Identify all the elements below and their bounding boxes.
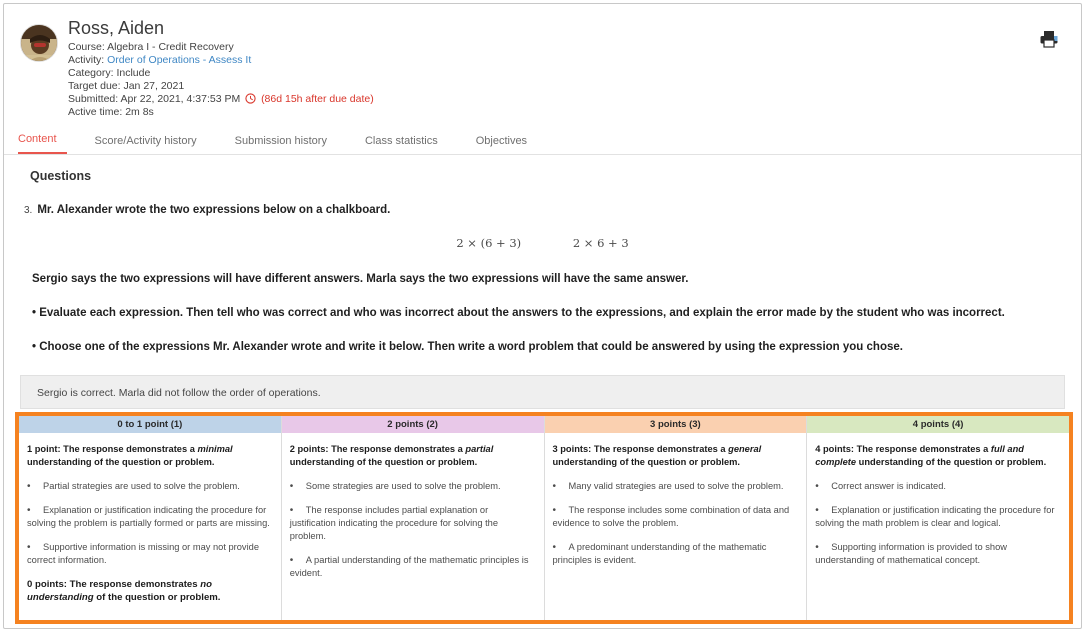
rubric-item-text: Some strategies are used to solve the problem.	[305, 481, 501, 491]
rubric-tail-1	[27, 578, 273, 604]
rubric-header-2: 2 points (2)	[282, 416, 544, 434]
category-line	[68, 67, 1081, 80]
rubric-lead-em-4: full and complete	[815, 444, 1024, 467]
submitted-label: Submitted:	[68, 93, 119, 105]
tab-objectives[interactable]: Objectives	[475, 135, 528, 147]
bullet-icon: •	[289, 555, 294, 566]
expressions	[20, 236, 1065, 250]
rubric-item	[553, 541, 799, 567]
bullet-icon: •	[552, 481, 557, 492]
print-icon[interactable]	[1039, 30, 1059, 48]
bullet-icon: •	[27, 542, 31, 553]
student-answer: Sergio is correct. Marla did not follow the order of operations.	[20, 375, 1065, 409]
submitted-value: Apr 22, 2021, 4:37:53 PM	[120, 93, 241, 105]
tab-content[interactable]: Content	[18, 133, 67, 154]
category-value: Include	[116, 67, 151, 79]
rubric-tail-prefix-1: 0 points: The response demonstrates	[27, 579, 201, 590]
rubric-lead-suffix-2: understanding of the question or problem.	[289, 457, 478, 467]
tab-bar	[4, 129, 1081, 155]
late-note: (86d 15h after due date)	[261, 93, 374, 105]
course-label: Course:	[68, 41, 105, 53]
rubric-item	[27, 504, 273, 530]
rubric-item-text: Explanation or justification indicating the procedure for solving the math problem is clear and logical.	[815, 505, 1055, 528]
active-time-value: 2m 8s	[125, 106, 154, 118]
rubric-body-3	[545, 434, 807, 578]
rubric-lead-em-1: minimal	[197, 444, 233, 454]
rubric-column-1	[19, 416, 282, 620]
category-label: Category:	[68, 67, 114, 79]
tab-class-statistics[interactable]: Class statistics	[364, 135, 438, 147]
rubric-table	[15, 412, 1073, 624]
expression-1: 2 × (6 + 3)	[456, 236, 522, 250]
rubric-item-text: The response includes partial explanation or justification indicating the procedure for solving the problem.	[289, 505, 499, 541]
activity-line	[68, 54, 1081, 67]
rubric-lead-prefix-4: 4 points: The response demonstrates a	[815, 444, 991, 454]
rubric-item	[815, 541, 1061, 567]
question-bullet-2: • Choose one of the expressions Mr. Alexander wrote and write it below. Then write a word problem that could be answered by using the expression you chose.	[32, 341, 903, 353]
rubric-body-2	[282, 434, 544, 591]
page-title: Questions	[30, 169, 92, 183]
rubric-item	[815, 480, 1061, 493]
rubric-header-3: 3 points (3)	[545, 416, 807, 434]
student-info	[68, 18, 1081, 119]
rubric-lead-prefix-1: 1 point: The response demonstrates a	[27, 444, 198, 454]
rubric-item-text: Supportive information is missing or may not provide correct information.	[27, 542, 259, 565]
rubric-header-1: 0 to 1 point (1)	[19, 416, 281, 434]
content-panel	[4, 169, 1081, 451]
rubric-item-text: Supporting information is provided to show understanding of mathematical concept.	[815, 542, 1007, 565]
clock-icon	[245, 93, 256, 104]
bullet-icon: •	[27, 505, 31, 516]
rubric-lead-prefix-2: 2 points: The response demonstrates a	[289, 444, 466, 454]
bullet-icon: •	[27, 481, 31, 492]
rubric-lead-suffix-4: understanding of the question or problem.	[856, 457, 1047, 467]
rubric-lead-prefix-3: 3 points: The response demonstrates a	[552, 444, 729, 454]
rubric-body-1	[19, 434, 281, 604]
active-time-label: Active time:	[68, 106, 123, 118]
question-header	[24, 203, 1065, 218]
rubric-lead-1	[27, 443, 273, 469]
course-value: Algebra I - Credit Recovery	[107, 41, 234, 53]
rubric-item-text: Partial strategies are used to solve the problem.	[43, 481, 240, 491]
target-due-line	[68, 80, 1081, 93]
target-due-label: Target due:	[68, 80, 121, 92]
rubric-item-text: The response includes some combination of data and evidence to solve the problem.	[552, 505, 790, 528]
tab-score-activity-history[interactable]: Score/Activity history	[94, 135, 197, 147]
tab-submission-history[interactable]: Submission history	[234, 135, 327, 147]
rubric-item	[553, 480, 799, 493]
rubric-lead-suffix-3: understanding of the question or problem.	[552, 457, 740, 467]
rubric-item-text: A partial understanding of the mathematic principles is evident.	[289, 555, 529, 578]
rubric-item-text: Many valid strategies are used to solve the problem.	[568, 481, 784, 491]
active-time-line	[68, 106, 1081, 119]
bullet-icon: •	[552, 542, 557, 553]
bullet-icon: •	[552, 505, 557, 516]
rubric-column-4	[807, 416, 1069, 620]
rubric-tail-em-1: no understanding	[27, 579, 212, 603]
question-bullet-1: • Evaluate each expression. Then tell who was correct and who was incorrect about the answers to the expressions, and explain the error made by the student who was incorrect.	[32, 307, 1005, 319]
rubric-item	[815, 504, 1061, 530]
avatar	[20, 24, 58, 62]
rubric-lead-3	[553, 443, 799, 469]
rubric-item	[27, 541, 273, 567]
rubric-lead-em-2: partial	[465, 444, 494, 454]
rubric-item-text: Correct answer is indicated.	[831, 481, 946, 491]
rubric-lead-suffix-1: understanding of the question or problem.	[27, 457, 215, 467]
rubric-item-text: A predominant understanding of the mathematic principles is evident.	[552, 542, 767, 565]
rubric-lead-4	[815, 443, 1061, 469]
rubric-item	[290, 480, 536, 493]
bullet-icon: •	[815, 481, 819, 492]
rubric-lead-2	[290, 443, 536, 469]
bullet-icon: •	[815, 542, 819, 553]
activity-label: Activity:	[68, 54, 105, 66]
course-line	[68, 41, 1081, 54]
student-name: Ross, Aiden	[68, 18, 165, 38]
question-statement: Sergio says the two expressions will have different answers. Marla says the two expressions will have the same answer.	[32, 273, 689, 285]
rubric-column-2	[282, 416, 545, 620]
question-number: 3.	[24, 205, 33, 216]
page-frame	[3, 3, 1082, 629]
rubric-item	[553, 504, 799, 530]
rubric-item	[290, 504, 536, 543]
student-header	[4, 4, 1081, 119]
bullet-icon: •	[289, 481, 294, 492]
rubric-tail-suffix-1: of the question or problem.	[93, 592, 221, 603]
expression-2: 2 × 6 + 3	[572, 236, 629, 250]
submitted-line	[68, 93, 1081, 106]
rubric-header-4: 4 points (4)	[807, 416, 1069, 434]
target-due-value: Jan 27, 2021	[123, 80, 185, 92]
bullet-icon: •	[815, 505, 819, 516]
activity-link[interactable]: Order of Operations - Assess It	[107, 54, 252, 66]
rubric-body-4	[807, 434, 1069, 578]
rubric-lead-em-3: general	[728, 444, 762, 454]
rubric-item	[290, 554, 536, 580]
rubric-item-text: Explanation or justification indicating the procedure for solving the problem is partially formed or parts are missing.	[27, 505, 270, 528]
question-prompt: Mr. Alexander wrote the two expressions below on a chalkboard.	[37, 204, 391, 216]
rubric-column-3	[545, 416, 808, 620]
rubric-item	[27, 480, 273, 493]
bullet-icon: •	[289, 505, 294, 516]
